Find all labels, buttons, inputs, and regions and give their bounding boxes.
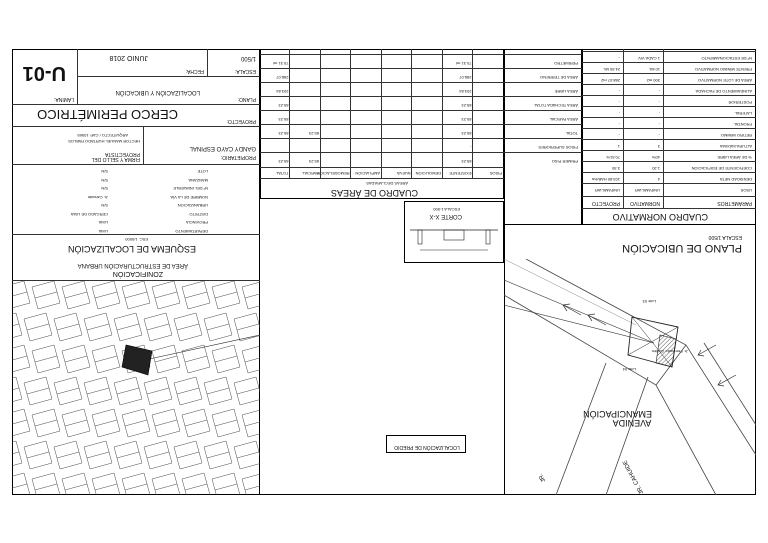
normativo-row-norm: - xyxy=(658,111,660,116)
lot-division xyxy=(177,452,199,458)
areas-row-line xyxy=(260,138,582,139)
normativo-row-line xyxy=(582,73,756,74)
lot-division xyxy=(12,484,27,490)
normativo-row-proj: - xyxy=(618,100,620,105)
lot-division xyxy=(237,324,259,330)
normativo-row-line xyxy=(582,84,756,85)
lot-division xyxy=(12,452,19,458)
normativo-row-norm: UNIFAMILIAR xyxy=(634,188,660,193)
normativo-row-line xyxy=(582,128,756,129)
lot-division xyxy=(57,388,79,394)
sheet-label: LÁMINA: xyxy=(53,96,74,102)
areas-row-total: 85.23 xyxy=(278,131,289,136)
normativo-row-norm: 3 xyxy=(657,144,660,149)
lot-division xyxy=(207,388,229,394)
normativo-row-line xyxy=(582,183,756,184)
lot-division xyxy=(95,292,117,298)
street-jr-label: JR. xyxy=(537,472,548,483)
city-block xyxy=(32,473,60,495)
scale-label: ESCALA: xyxy=(234,68,256,74)
areas-row-total: 85.23 xyxy=(278,103,289,108)
project-name: CERCO PERIMÉTRICO xyxy=(37,107,178,122)
lot-division xyxy=(155,484,177,490)
lot-division xyxy=(27,388,49,394)
esquema-zone-desc: ÁREA DE ESTRUCTURACIÓN URBANA xyxy=(77,262,188,268)
lot-division xyxy=(125,292,147,298)
normativo-row-norm: 4 xyxy=(657,177,660,182)
corte-scale: ESCALA 1:500 xyxy=(433,207,460,212)
normativo-header-norm: NORMATIVO xyxy=(630,200,660,206)
esquema-row-value: Jr. Cahuide xyxy=(87,195,108,200)
lot-division xyxy=(95,484,117,490)
lot-division xyxy=(57,452,79,458)
lot-division xyxy=(65,292,87,298)
city-block xyxy=(12,281,30,309)
normativo-row-label: ALTURA MÁXIMA xyxy=(719,144,752,149)
city-block xyxy=(12,441,22,469)
areas-col-header: PISOS xyxy=(489,171,502,176)
lot-division xyxy=(155,292,177,298)
normativo-row-label: POSTERIOR xyxy=(728,100,752,105)
normativo-row-proj: 3.39 xyxy=(612,166,620,171)
areas-row-label: PISOS SUPERIORES xyxy=(538,145,578,150)
normativo-row-norm: 1 CADA VIV. xyxy=(637,56,660,61)
esquema-row-label: NOMBRE DE LA VÍA xyxy=(170,195,208,200)
lot-division xyxy=(185,356,207,362)
lot-division xyxy=(155,420,177,426)
normativo-row-proj: 70.51% xyxy=(606,155,620,160)
normativo-row-line xyxy=(582,161,756,162)
normativo-row-line xyxy=(582,51,756,52)
lot-division xyxy=(207,452,229,458)
city-block xyxy=(234,313,260,341)
lot-division xyxy=(35,420,57,426)
lot-division xyxy=(245,356,260,362)
areas-col-header: DEMOLICIÓN xyxy=(415,171,441,176)
scale-value: 1/500 xyxy=(240,55,256,61)
lot-division xyxy=(27,452,49,458)
areas-row-total: 203.84 xyxy=(276,89,289,94)
date-value: JUNIO 2018 xyxy=(109,54,148,61)
areas-col-header: REMODELACIÓN xyxy=(317,171,350,176)
owner-label: PROPIETARIO: xyxy=(220,154,256,160)
normativo-row-label: ALINEAMIENTO DE FACHADA xyxy=(695,89,752,94)
areas-row-existente: 85.23 xyxy=(461,131,472,136)
lot-division xyxy=(147,324,169,330)
lot-division xyxy=(35,292,57,298)
city-block xyxy=(234,441,260,469)
lot-division xyxy=(215,484,237,490)
ubicacion-map xyxy=(504,259,756,495)
lot-division xyxy=(185,484,207,490)
areas-row-existente: 70.31 ml xyxy=(456,61,472,66)
esquema-map xyxy=(12,281,260,495)
lot-division xyxy=(177,324,199,330)
normativo-header-proj: PROYECTO xyxy=(592,200,620,206)
areas-row-line xyxy=(260,110,582,111)
esquema-scale: ESC. 1/5000 xyxy=(125,237,148,242)
city-block xyxy=(242,281,260,309)
street-avenue-label: AVENIDA EMANCIPACIÓN xyxy=(583,409,652,428)
areas-row-total: 85.23 xyxy=(278,159,289,164)
areas-col-header: AMPLIACIÓN xyxy=(355,171,380,176)
lot-division xyxy=(147,452,169,458)
areas-row-parcial: 85.23 xyxy=(308,131,319,136)
areas-row-existente: 85.23 xyxy=(461,117,472,122)
normativo-row-proj: - xyxy=(618,56,620,61)
lot-division xyxy=(87,324,109,330)
areas-row-total: 288.07 xyxy=(276,75,289,80)
date-label: FECHA: xyxy=(185,68,204,74)
city-block xyxy=(152,473,180,495)
lot-division xyxy=(12,356,27,362)
city-block xyxy=(182,473,210,495)
areas-row-total: 70.31 ml xyxy=(273,61,289,66)
esquema-row-value: S/N xyxy=(101,169,108,175)
lot-division xyxy=(27,324,49,330)
normativo-row-proj: - xyxy=(618,122,620,127)
lot-division xyxy=(12,292,27,298)
architect-cap: ARQUITECTO / CAP. 10565 xyxy=(77,133,128,138)
normativo-row-proj: 103.80 HAB/Ha xyxy=(592,177,620,182)
normativo-row-label: FRENTE MÍNIMO NORMATIVO xyxy=(694,67,752,72)
city-block xyxy=(12,345,30,373)
lot-division xyxy=(87,452,109,458)
lot-division xyxy=(185,292,207,298)
lot-division xyxy=(12,388,19,394)
normativo-row-line xyxy=(582,106,756,107)
areas-row-line xyxy=(260,124,582,125)
lot-division xyxy=(245,420,260,426)
normativo-row-norm: - xyxy=(658,89,660,94)
areas-row-existente: - xyxy=(470,145,472,150)
normativo-row-line xyxy=(582,139,756,140)
areas-row-total: 85.23 xyxy=(278,117,289,122)
normativo-row-line xyxy=(582,62,756,63)
normativo-row-norm: 300 m2 xyxy=(646,78,660,83)
esquema-row-label: DEPARTAMENTO xyxy=(175,229,208,234)
plan-scale: ESCALA 1/500 xyxy=(708,234,742,240)
areas-title: CUADRO DE ÁREAS xyxy=(330,188,418,198)
lot-division xyxy=(147,388,169,394)
esquema-row-value: LIMA xyxy=(98,229,108,234)
areas-row-label: PERÍMETRO xyxy=(554,61,578,66)
city-block xyxy=(12,313,22,341)
esquema-row-label: DISTRITO xyxy=(189,212,208,217)
esquema-row-value: LIMA xyxy=(98,220,108,226)
areas-row-line xyxy=(260,54,582,55)
plan-label: PLANO: xyxy=(237,96,256,102)
areas-row-label: ÁREA DE TERRENO xyxy=(540,75,578,80)
owner-name: GANDY CAYO ESPINAL xyxy=(189,145,256,151)
city-block xyxy=(12,409,30,437)
areas-col-header: NUEVA xyxy=(397,171,411,176)
lot-division xyxy=(215,356,237,362)
areas-col-header: TOTAL xyxy=(275,171,289,176)
areas-header-line xyxy=(260,178,504,179)
lot-division xyxy=(65,356,87,362)
normativo-row-label: RETIRO MÍNIMO xyxy=(720,133,752,138)
lot-division xyxy=(87,388,109,394)
lot-division xyxy=(177,388,199,394)
lot-division xyxy=(207,324,229,330)
esquema-row-label: Nº DEL INMUEBLE xyxy=(173,186,208,192)
lot-division xyxy=(237,388,259,394)
normativo-row-proj: 1 xyxy=(617,144,620,149)
project-label: PROYECTO: xyxy=(226,118,256,124)
localizacion-note: LOCALIZACIÓN DE PREDIO xyxy=(394,444,460,450)
areas-col-header: EXISTENTE xyxy=(449,171,472,176)
city-block xyxy=(12,473,30,495)
normativo-row-norm: - xyxy=(658,100,660,105)
lot-division xyxy=(245,484,260,490)
street-cahuide-label: JR. CAHUIDE xyxy=(622,458,646,495)
plan-name: LOCALIZACIÓN Y UBICACIÓN xyxy=(115,89,200,95)
neighbor-label: Jr. Fernando Guillén xyxy=(651,349,688,354)
areas-row-existente: 203.84 xyxy=(459,89,472,94)
lot-division xyxy=(12,324,19,330)
normativo-row-label: DENSIDAD NETA xyxy=(719,177,752,182)
lot-label: Lote 04 xyxy=(622,367,636,372)
corte-title: CORTE X-X xyxy=(429,213,462,219)
lot-division xyxy=(95,356,117,362)
city-block xyxy=(242,473,260,495)
esquema-row-value: S/N xyxy=(101,186,108,192)
areas-row-parcial: 85.23 xyxy=(308,159,319,164)
lot-division xyxy=(245,292,260,298)
areas-row-label: PRIMER PISO xyxy=(551,159,578,164)
normativo-row-proj: - xyxy=(618,111,620,116)
areas-row-label: ÁREA LIBRE xyxy=(554,89,578,94)
areas-row-line xyxy=(260,68,582,69)
areas-row-existente: 85.23 xyxy=(461,103,472,108)
city-block xyxy=(62,473,90,495)
city-block xyxy=(122,473,150,495)
esquema-title: ESQUEMA DE LOCALIZACIÓN xyxy=(67,244,196,254)
normativo-row-norm: 40% xyxy=(651,155,660,160)
normativo-title: CUADRO NORMATIVO xyxy=(612,212,708,222)
lot-division xyxy=(117,324,139,330)
normativo-row-proj: 288.07 m2 xyxy=(601,78,620,83)
normativo-header-param: PARÁMETROS xyxy=(717,200,752,206)
normativo-row-label: COEFICIENTE DE EDIFICACIÓN xyxy=(691,166,752,171)
city-block xyxy=(242,345,260,373)
normativo-row-proj: UNIFAMILIAR xyxy=(594,188,620,193)
esquema-row-label: MANZANA xyxy=(188,178,208,183)
normativo-row-label: ÁREA DE LOTE NORMATIVO xyxy=(698,78,752,83)
areas-row-line xyxy=(260,96,582,97)
areas-col-header: PARCIAL xyxy=(302,171,319,176)
lot-division xyxy=(57,324,79,330)
lot-division xyxy=(95,420,117,426)
esquema-row-label: URBANIZACIÓN xyxy=(177,203,208,209)
areas-row-label: ÁREA PARCIAL xyxy=(549,117,578,122)
normativo-row-line xyxy=(582,117,756,118)
normativo-row-norm: 10 ML xyxy=(648,67,660,72)
city-block xyxy=(234,377,260,405)
plan-title: PLANO DE UBICACIÓN xyxy=(622,242,742,254)
areas-header-line-2 xyxy=(260,167,504,168)
normativo-row-line xyxy=(582,172,756,173)
lot-division xyxy=(185,420,207,426)
normativo-row-label: % DE ÁREA LIBRE xyxy=(717,155,752,160)
esquema-row-value: S/N xyxy=(101,203,108,209)
areas-row-label: ÁREA TECHADA TOTAL xyxy=(533,103,578,108)
normativo-row-norm: - xyxy=(658,122,660,127)
lot-division xyxy=(117,452,139,458)
corte-section xyxy=(408,218,500,258)
areas-row-label: TOTAL xyxy=(565,131,578,136)
normativo-row-norm: - xyxy=(658,133,660,138)
areas-row-line xyxy=(260,152,582,153)
city-block xyxy=(242,409,260,437)
lot-division xyxy=(117,388,139,394)
lot-division xyxy=(215,420,237,426)
normativo-row-proj: - xyxy=(618,89,620,94)
signature-label: FIRMA Y SELLO DEL PROYECTISTA xyxy=(91,151,140,162)
lot-division xyxy=(125,484,147,490)
normativo-row-line xyxy=(582,150,756,151)
normativo-row-label: LATERAL xyxy=(734,111,752,116)
lot-division xyxy=(125,420,147,426)
normativo-row-label: Nº DE ESTACIONAMIENTO xyxy=(701,56,752,61)
normativo-row-line xyxy=(582,95,756,96)
normativo-row-label: FRONTAL xyxy=(733,122,752,127)
lot-division xyxy=(215,292,237,298)
areas-row-existente: 85.23 xyxy=(461,159,472,164)
normativo-row-proj: - xyxy=(618,133,620,138)
normativo-row-proj: 24.50 ML xyxy=(603,67,620,72)
esquema-row-label: LOTE xyxy=(197,169,208,175)
lot-division xyxy=(35,484,57,490)
lot-label-2: Lote 03 xyxy=(642,299,656,304)
lot-division xyxy=(35,356,57,362)
architect-name: HECTOR MANUEL HURTADO PABLOS xyxy=(68,139,140,144)
city-block xyxy=(212,473,240,495)
normativo-row-norm: 1.20 xyxy=(652,166,660,171)
esquema-row-value: S/N xyxy=(101,178,108,183)
areas-row-line xyxy=(260,82,582,83)
city-block xyxy=(92,473,120,495)
city-block xyxy=(12,377,22,405)
lot-division xyxy=(65,484,87,490)
lot-division xyxy=(65,420,87,426)
esquema-row-value: CERCADO DE LIMA xyxy=(70,212,108,217)
lot-division xyxy=(237,452,259,458)
areas-row-existente: 288.07 xyxy=(459,75,472,80)
esquema-row-label: PROVINCIA xyxy=(185,220,208,226)
esquema-zone-title: ZONIFICACIÓN xyxy=(112,270,163,277)
lot-division xyxy=(12,420,27,426)
areas-subtitle: ÁREAS DECLARADAS xyxy=(366,181,408,186)
normativo-row-label: USOS xyxy=(740,188,752,193)
sheet-code: U-01 xyxy=(22,62,66,84)
